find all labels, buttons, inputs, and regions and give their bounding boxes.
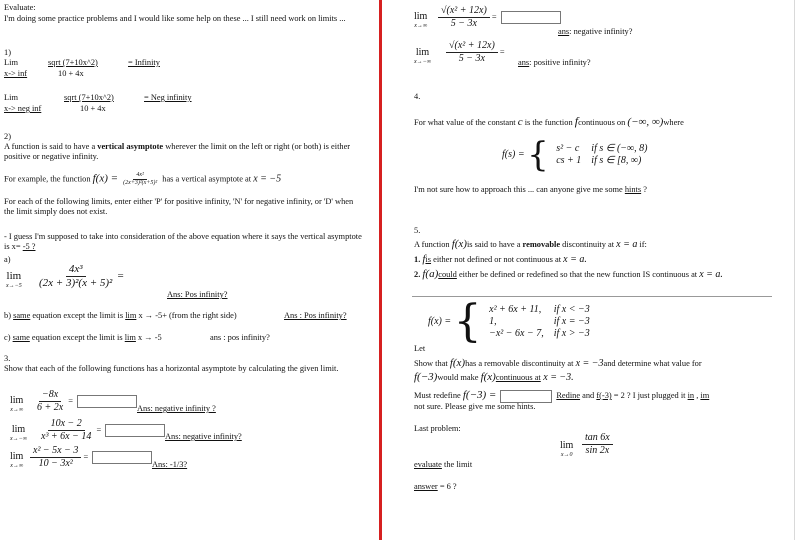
q1b-lim: Lim (4, 93, 18, 102)
q5-case-cond: if x < −3 (553, 303, 590, 315)
q3c-lim-block (10, 451, 23, 471)
evaluate-limit (414, 460, 472, 470)
q5-case-row (484, 304, 595, 316)
q2b-post: x → -5+ (from the right side) (136, 311, 237, 320)
q3c-answer: Ans: -1/3? (152, 460, 188, 469)
q2c-mid: equation except the limit is (29, 333, 125, 342)
top-a-answer-box[interactable] (501, 11, 561, 24)
q2-note-pre: - I guess I'm supposed to take into consideration of the above equation where it says the vertical asymptote is x= (4, 232, 362, 252)
q5-redefine-u4: im (700, 391, 710, 400)
q5-line1 (414, 238, 647, 251)
q2b-lim: lim (125, 311, 137, 320)
q1a-lim: Lim (4, 58, 18, 67)
q5-line1-bold: removable (522, 240, 561, 249)
q3a-answer-u: infinity ? (185, 404, 216, 413)
q3a-expr: $\frac{-8x}{6 + 2x}$ = (34, 389, 141, 414)
q2-example-x: x = −5 (253, 173, 282, 185)
q3c-lim: lim (10, 451, 24, 462)
top-a-answer-post: : negative infinity? (569, 27, 633, 36)
q2-desc-post: wherever the limit on the left or right (or both) is either positive or negative infinity. (4, 142, 351, 162)
q3c-answer-box[interactable] (92, 451, 152, 464)
last-lim-block (560, 440, 573, 460)
top-a-num: √(x² + 12x) (438, 5, 490, 18)
q1a-numerator: sqrt (7+10x^2) (48, 58, 98, 67)
top-a-lim-block (414, 11, 427, 31)
q1a-under: x-> inf (4, 69, 28, 78)
q5-condition1 (414, 253, 587, 266)
q3b-lim: lim (11, 424, 26, 435)
q3a-num: −8x (39, 389, 61, 402)
top-b-answer (518, 58, 591, 68)
answer-u: answer (414, 482, 438, 491)
top-a-under: x→∞ (414, 23, 428, 30)
q2c-answer: ans : pos infinity? (210, 333, 270, 342)
q5-cases (484, 304, 595, 341)
q2a-den: (2x + 3)²(x + 5)² (39, 277, 113, 290)
q2b-same: same (13, 311, 31, 320)
q5-show-line2 (414, 371, 574, 384)
q5-brace: { (453, 296, 482, 347)
q2b-mid: equation except the limit is (30, 311, 126, 320)
q2a-lim-block (6, 270, 22, 291)
top-a-answer (558, 27, 632, 37)
q2c-line (4, 333, 162, 343)
q2-number: 2) (4, 132, 11, 141)
q2-desc-bold: vertical asymptote (97, 142, 164, 151)
q3c-under: x→∞ (10, 463, 24, 470)
q3b-answer-box[interactable] (105, 424, 165, 437)
q2a-fraction (36, 263, 124, 291)
q5-redefine-mid: and (580, 391, 597, 400)
q1b-numerator: sqrt (7+10x^2) (64, 93, 114, 102)
q5-c2-post: either be defined or redefined so that the new function IS continuous at (456, 270, 700, 279)
q5-line1-post: discontinuity at (560, 240, 617, 249)
q1a-denominator: 10 + 4x (58, 69, 84, 78)
q2-example-fraction (120, 172, 160, 188)
q5-redefine-pre: Must redefine (414, 391, 463, 400)
q2-description (4, 142, 366, 163)
last-fraction (582, 432, 613, 457)
q2-desc-pre: A function is said to have a (4, 142, 98, 151)
q3b-expr: $\frac{10x - 2}{\text{x³ + 6x − 14}}$ = (38, 418, 169, 443)
q4-desc-mid: is the function (522, 118, 575, 127)
last-lim: lim (560, 440, 574, 451)
q5-case-cond: if x = −3 (553, 315, 590, 327)
q5-line1-fx: f(x) (451, 238, 467, 250)
q3b-answer: Ans: negative infinity? (165, 432, 242, 441)
q5-c1-num: 1. (414, 255, 423, 264)
q2b-line (4, 311, 237, 321)
q5-show2-u: continuous at (495, 373, 541, 382)
q5-case-expr: x² + 6x + 11, (489, 303, 542, 315)
q5-show2-mid: would make (437, 373, 481, 382)
top-a-expr: $\frac{\text{√(x² + 12x)}}{5 - 3x}$ = (438, 5, 565, 30)
q4-desc-pre: For what value of the constant (414, 118, 518, 127)
q5-redefine-f: f(−3) = (462, 389, 497, 401)
q4-fs: f(s) = (502, 148, 525, 160)
q2a-num: 4x³ (66, 263, 86, 277)
q5-redefine-u1: Redine (556, 391, 581, 400)
evaluate-post: the limit (441, 460, 473, 469)
top-a-answer-u: ans (558, 27, 570, 36)
q5-case-row (484, 316, 595, 328)
right-column (392, 0, 792, 540)
q5-c1-post: either not defined or not continuous at (431, 255, 564, 264)
q5-let: Let (414, 344, 426, 353)
q2-example-num: 4x² (133, 172, 146, 180)
q5-case-cond: if x > −3 (553, 328, 590, 340)
q3a-lim: lim (10, 395, 24, 406)
q5-c2-x: x = a. (699, 269, 723, 280)
q4-case1-cond: if s ∈ (−∞, 8) (591, 142, 648, 154)
q4-question-pre: I'm not sure how to approach this ... can anyone give me some (414, 185, 625, 194)
q4-question-post: ? (641, 185, 647, 194)
q4-cases (551, 143, 652, 167)
q5-c2-u: could (438, 270, 457, 279)
q2b-answer (284, 311, 347, 321)
q3-number: 3. (4, 354, 11, 363)
q3a-under: x→∞ (10, 407, 24, 414)
q2-instructions: For each of the following limits, enter either 'P' for positive infinity, 'N' for negative infinity, or 'D' when the limit simply does not exist. (4, 197, 354, 217)
q2c-same: same (12, 333, 30, 342)
q5-show-line1 (414, 357, 702, 370)
q4-piecewise (502, 135, 653, 175)
q5-line1-x: x = a (616, 239, 638, 250)
q3a-answer (137, 404, 216, 414)
last-problem-label: Last problem: (414, 424, 461, 433)
q5-fx: f(x) = (428, 315, 452, 327)
q3a-answer-pre: Ans: negative (137, 404, 186, 413)
q2c-pre: c) (4, 333, 13, 342)
q2c-lim: lim (124, 333, 136, 342)
q2-example-fx: f(x) = (92, 172, 119, 185)
top-b-eq: = (499, 47, 505, 57)
q5-line1-mid: is said to have a (466, 240, 523, 249)
top-b-expr (446, 40, 505, 65)
q2a-answer: Ans: Pos infinity? (167, 290, 228, 299)
q5-show-fx: f(x) (449, 357, 466, 369)
last-num: tan 6x (582, 432, 613, 445)
q1a-answer: = Infinity (128, 58, 160, 67)
q4-interval: (−∞, ∞) (627, 116, 664, 128)
top-b-under: x→−∞ (414, 59, 431, 66)
q2a-under: x→−5 (6, 283, 22, 290)
q5-c1-x: x = a. (563, 254, 587, 265)
last-den: sin 2x (585, 445, 610, 457)
q2-example-post: has a vertical asymptote at (162, 174, 254, 184)
q2b-pre: b) (4, 311, 14, 320)
q5-c2-num: 2. (414, 270, 423, 279)
q5-redefine-post: = 2 ? I just plugged it (611, 391, 688, 400)
left-column (0, 0, 376, 540)
q5-case-expr: 1, (489, 315, 497, 327)
q5-case-row (484, 328, 595, 340)
q3b-lim-block (10, 424, 27, 444)
q2-note (4, 232, 364, 253)
top-b-den: 5 − 3x (458, 53, 485, 65)
q2-example-den: (2x+3)²(x+5)² (123, 180, 158, 187)
intro-text: I'm doing some practice problems and I would like some help on these ... I still need work on limits ... (4, 14, 346, 23)
q3c-den: 10 − 3x² (38, 458, 73, 470)
q5-redefine (414, 389, 709, 403)
red-divider (379, 0, 382, 540)
q5-redefine-u2: f(-3) (596, 391, 612, 400)
q3c-expr: $\frac{\text{x² − 5x − 3}}{\text{10 − 3x²}}$ = (30, 445, 156, 470)
q4-case1-expr: s² − c (556, 142, 580, 154)
top-b-lim-block (414, 47, 431, 67)
q5-line1-end: if: (637, 240, 647, 249)
top-b-answer-u: ans (518, 58, 530, 67)
q1b-answer: = Neg infinity (144, 93, 192, 102)
q1b-under: x-> neg inf (4, 104, 42, 113)
q4-question (414, 185, 647, 195)
q3a-den: 6 + 2x (37, 402, 64, 414)
q2a-lim: lim (6, 270, 22, 282)
q5-redefine-post2: , (694, 391, 701, 400)
top-a-lim: lim (414, 11, 428, 22)
q2a-label: a) (4, 255, 11, 264)
top-b-lim: lim (415, 47, 430, 58)
q5-redefine-box[interactable] (500, 390, 552, 403)
q4-number: 4. (414, 92, 421, 101)
q1b-denominator: 10 + 4x (80, 104, 106, 113)
q4-desc-post: where (663, 118, 684, 127)
q5-show-pre: Show that (414, 359, 450, 368)
q2a-eq: = (117, 270, 124, 283)
q4-brace: { (527, 135, 549, 175)
q5-line1-pre: A function (414, 240, 452, 249)
q2c-post: x → -5 (135, 333, 162, 342)
q5-show-mid: has a removable discontinuity at (465, 359, 576, 368)
q5-case-expr: −x² − 6x − 7, (489, 328, 544, 340)
q2b-answer-text: Ans : Pos infinity? (284, 311, 347, 320)
q4-f: f (574, 114, 579, 128)
last-under: x→0 (560, 452, 573, 459)
top-b-num: √(x² + 12x) (446, 40, 498, 53)
q4-description (414, 114, 684, 129)
q4-desc-mid2: continuous on (578, 118, 628, 127)
q3b-under: x→−∞ (10, 436, 27, 443)
q5-show2-fx: f(x) (480, 371, 496, 383)
q3b-den: x³ + 6x − 14 (41, 431, 92, 443)
final-answer (414, 482, 457, 492)
q3a-lim-block (10, 395, 23, 415)
q5-piecewise (428, 296, 595, 347)
q4-question-u: hints (624, 185, 642, 194)
q5-show-post: and determine what value for (603, 359, 702, 368)
q2-example-pre: For example, the function (4, 174, 93, 184)
q1-number: 1) (4, 48, 11, 57)
answer-post: = 6 ? (437, 482, 457, 491)
evaluate-heading: Evaluate: (4, 3, 36, 12)
q2-note-value: -5 ? (22, 242, 36, 252)
q4-case2-expr: cs + 1 (556, 155, 582, 166)
q3b-num: 10x − 2 (48, 418, 85, 431)
q5-c1-f: f (422, 253, 426, 265)
q5-redefine-line2: not sure. Please give me some hints. (414, 402, 536, 411)
q3a-answer-box[interactable] (77, 395, 137, 408)
q5-c1-u: is (425, 255, 432, 264)
top-b-answer-post: : positive infinity? (529, 58, 591, 67)
q2-example (4, 172, 281, 188)
q5-show2-x: x = −3. (540, 372, 574, 383)
q3c-num: x² − 5x − 3 (30, 445, 81, 458)
q5-show2-f: f(−3) (414, 371, 438, 383)
q5-redefine-u3: in (687, 391, 695, 400)
top-a-den: 5 − 3x (450, 18, 477, 30)
q4-case2-cond: if s ∈ [8, ∞) (591, 155, 642, 166)
q5-show-x: x = −3 (575, 358, 604, 369)
page-edge (794, 0, 795, 540)
q5-condition2 (414, 268, 774, 281)
q3-description: Show that each of the following functions has a horizontal asymptote by calculating the given limit. (4, 364, 339, 373)
q5-c2-f: f(a) (422, 268, 439, 280)
q4-c: c (517, 116, 523, 128)
q5-number: 5. (414, 226, 421, 235)
evaluate-u: evaluate (414, 460, 442, 469)
